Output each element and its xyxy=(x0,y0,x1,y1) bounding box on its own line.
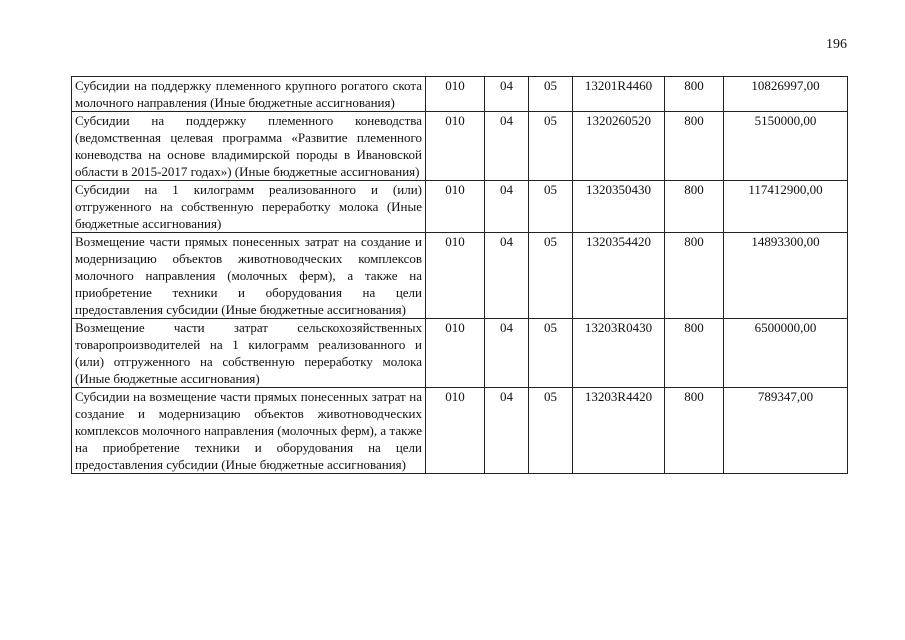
amount: 5150000,00 xyxy=(724,112,848,181)
table-row xyxy=(72,319,848,388)
section-code: 04 xyxy=(485,112,529,181)
budget-table xyxy=(71,76,848,474)
target-article-code: 13203R4420 xyxy=(573,388,665,474)
target-article-code: 1320354420 xyxy=(573,233,665,319)
row-description: Субсидии на поддержку племенного коневодства (ведомственная целевая программа «Развитие племенного коневодства на основе владимирской породы в Ивановской области в 2015-2017 годах») (Иные бюджетные ассигнования) xyxy=(72,112,426,181)
ministry-code: 010 xyxy=(426,112,485,181)
table-row xyxy=(72,112,848,181)
section-code: 04 xyxy=(485,388,529,474)
target-article-code: 1320260520 xyxy=(573,112,665,181)
table-row xyxy=(72,77,848,112)
page-number: 196 xyxy=(826,37,847,52)
expense-type-code: 800 xyxy=(665,181,724,233)
amount: 10826997,00 xyxy=(724,77,848,112)
ministry-code: 010 xyxy=(426,181,485,233)
subsection-code: 05 xyxy=(529,77,573,112)
target-article-code: 1320350430 xyxy=(573,181,665,233)
row-description: Субсидии на 1 килограмм реализованного и (или) отгруженного на собственную переработку молока (Иные бюджетные ассигнования) xyxy=(72,181,426,233)
target-article-code: 13201R4460 xyxy=(573,77,665,112)
subsection-code: 05 xyxy=(529,388,573,474)
amount: 14893300,00 xyxy=(724,233,848,319)
subsection-code: 05 xyxy=(529,319,573,388)
target-article-code: 13203R0430 xyxy=(573,319,665,388)
row-description: Субсидии на поддержку племенного крупного рогатого скота молочного направления (Иные бюджетные ассигнования) xyxy=(72,77,426,112)
table-row xyxy=(72,388,848,474)
amount: 6500000,00 xyxy=(724,319,848,388)
section-code: 04 xyxy=(485,181,529,233)
subsection-code: 05 xyxy=(529,233,573,319)
table-row xyxy=(72,233,848,319)
ministry-code: 010 xyxy=(426,233,485,319)
amount: 117412900,00 xyxy=(724,181,848,233)
ministry-code: 010 xyxy=(426,77,485,112)
expense-type-code: 800 xyxy=(665,233,724,319)
section-code: 04 xyxy=(485,233,529,319)
section-code: 04 xyxy=(485,77,529,112)
subsection-code: 05 xyxy=(529,181,573,233)
row-description: Возмещение части затрат сельскохозяйственных товаропроизводителей на 1 килограмм реализованного и (или) отгруженного на собственную переработку молока (Иные бюджетные ассигнования) xyxy=(72,319,426,388)
amount: 789347,00 xyxy=(724,388,848,474)
row-description: Субсидии на возмещение части прямых понесенных затрат на создание и модернизацию объектов животноводческих комплексов молочного направления (молочных ферм), а также на приобретение техники и оборудования на цели предоставления субсидии (Иные бюджетные ассигнования) xyxy=(72,388,426,474)
expense-type-code: 800 xyxy=(665,77,724,112)
expense-type-code: 800 xyxy=(665,319,724,388)
table-row xyxy=(72,181,848,233)
subsection-code: 05 xyxy=(529,112,573,181)
row-description: Возмещение части прямых понесенных затрат на создание и модернизацию объектов животноводческих комплексов молочного направления (молочных ферм), а также на приобретение техники и оборудования на цели предоставления субсидии (Иные бюджетные ассигнования) xyxy=(72,233,426,319)
expense-type-code: 800 xyxy=(665,112,724,181)
section-code: 04 xyxy=(485,319,529,388)
expense-type-code: 800 xyxy=(665,388,724,474)
ministry-code: 010 xyxy=(426,388,485,474)
budget-table-body xyxy=(72,77,848,474)
ministry-code: 010 xyxy=(426,319,485,388)
